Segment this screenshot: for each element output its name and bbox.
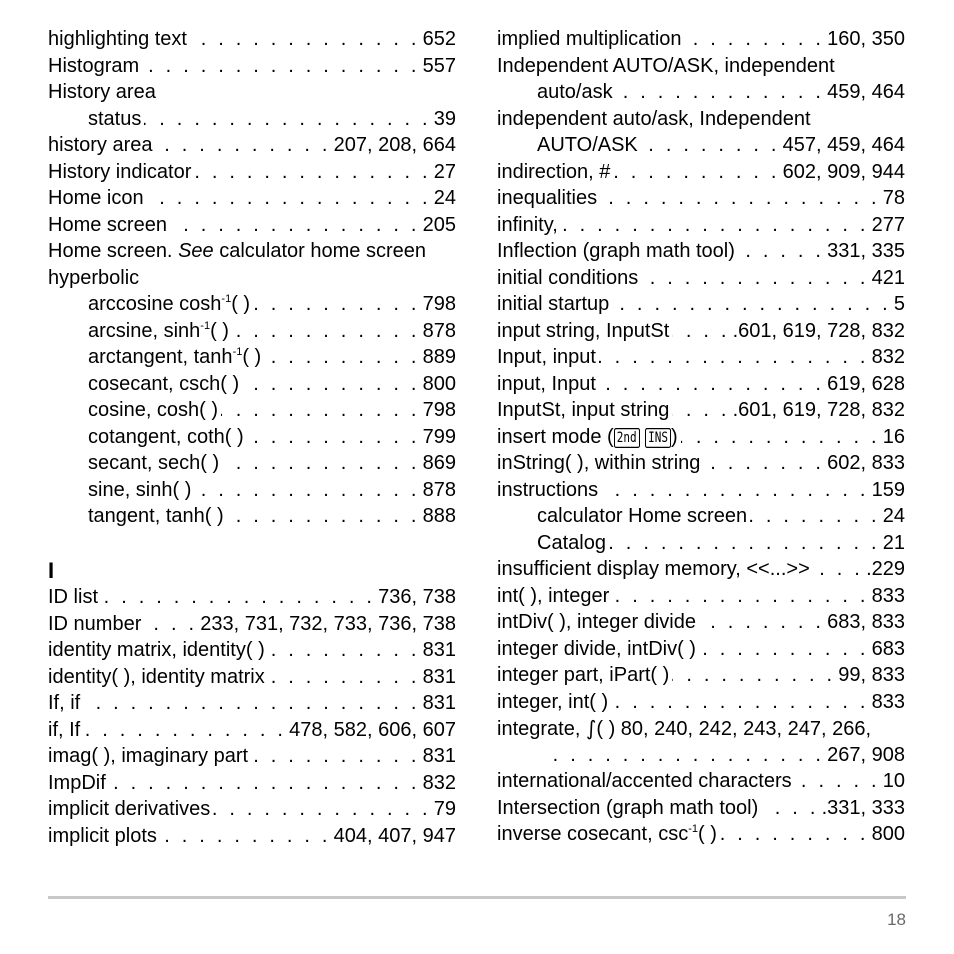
- page-refs: 889: [422, 346, 456, 368]
- page-refs: 159: [871, 478, 905, 501]
- index-term: infinity,: [497, 213, 558, 236]
- dot-leader: [720, 821, 869, 848]
- section-heading-i: I: [48, 558, 55, 583]
- dot-leader: [672, 397, 729, 424]
- superscript: -1: [232, 346, 243, 358]
- index-entry: [497, 106, 905, 133]
- dot-leader: [109, 770, 420, 797]
- index-term: inString( ), within string: [497, 452, 701, 474]
- index-term: secant, sech( ): [88, 452, 220, 474]
- index-term: imag( ), imaginary part: [48, 745, 249, 767]
- index-entry: [48, 397, 456, 424]
- page-refs: 21: [882, 531, 905, 554]
- dot-leader: [190, 26, 420, 53]
- dot-leader: [561, 212, 869, 239]
- dot-leader: [612, 583, 868, 610]
- index-entry: [48, 450, 456, 477]
- index-term: implicit derivatives: [48, 798, 211, 820]
- index-term: arccosine $\cosh^{-1}$( ): [88, 293, 251, 315]
- index-term: implied multiplication: [497, 28, 682, 50]
- dot-leader: [144, 106, 430, 133]
- page-refs: 799: [422, 425, 456, 448]
- index-term: cosecant, csch( ): [88, 372, 240, 395]
- page-refs: 79: [433, 798, 456, 820]
- index-entry: [497, 821, 905, 848]
- dot-leader: [251, 743, 420, 770]
- index-entry: [497, 795, 905, 822]
- index-term: input string, InputSt: [497, 319, 670, 342]
- page-refs: 24: [433, 187, 456, 209]
- page-refs: 888: [422, 505, 456, 527]
- dot-leader: [194, 477, 419, 504]
- index-entry: [497, 662, 905, 689]
- index-entry: [497, 503, 905, 530]
- index-entry: [48, 26, 456, 53]
- index-entry: [497, 185, 905, 212]
- page-refs: 798: [422, 399, 456, 421]
- index-entry: [497, 238, 905, 265]
- page-refs: 205: [422, 213, 456, 236]
- dot-leader: [703, 450, 824, 477]
- index-entry: [48, 424, 456, 451]
- page-refs: 557: [422, 54, 456, 77]
- index-term: inequalities: [497, 187, 598, 209]
- index-term: History area: [48, 81, 156, 103]
- index-entry: [497, 397, 905, 424]
- page-refs: 160, 350: [827, 28, 905, 50]
- page-refs: 457, 459, 464: [782, 134, 905, 156]
- dot-leader: [147, 185, 431, 212]
- index-term: Catalog: [537, 531, 606, 554]
- page-refs: 831: [422, 692, 456, 714]
- index-entry: [497, 212, 905, 239]
- page-refs: 833: [871, 584, 905, 607]
- index-term: Home screen: [48, 213, 167, 236]
- dot-leader: [738, 238, 824, 265]
- index-entry: [48, 106, 456, 133]
- index-entry: [48, 318, 456, 345]
- dot-leader: [616, 79, 825, 106]
- dot-leader: [222, 450, 419, 477]
- dot-leader: [609, 530, 880, 557]
- dot-leader: [601, 477, 868, 504]
- index-term: insufficient display memory, <<...>>: [497, 558, 810, 580]
- key-ins-icon: INS: [645, 428, 671, 448]
- dot-leader: [170, 212, 420, 239]
- index-entry: [48, 770, 456, 797]
- page-refs: 619, 628: [827, 372, 905, 395]
- page-refs: 267, 908: [827, 743, 905, 766]
- page-refs: .229: [866, 558, 905, 580]
- index-term: AUTO/ASK: [537, 134, 638, 156]
- index-entry: [497, 344, 905, 371]
- index-entry: [48, 185, 456, 212]
- index-term: instructions: [497, 478, 599, 501]
- left-index-column: [48, 26, 456, 849]
- page-refs: 602, 833: [827, 452, 905, 474]
- dot-leader: [264, 344, 419, 371]
- index-entry: [497, 477, 905, 504]
- index-entry: [497, 371, 905, 398]
- index-term: Input, input: [497, 346, 596, 368]
- index-entry: [497, 79, 905, 106]
- dot-leader: [641, 265, 868, 292]
- index-term: independent auto/ask, Independent: [497, 107, 811, 130]
- index-term: inverse cosecant, $\csc^{-1}$( ): [497, 823, 717, 845]
- dot-leader: [540, 742, 824, 769]
- section-gap: [48, 530, 456, 557]
- page-refs: 652: [422, 28, 456, 50]
- page-refs: 683, 833: [827, 611, 905, 633]
- dot-leader: [213, 796, 430, 823]
- index-term: History indicator: [48, 160, 192, 183]
- index-entry: [48, 159, 456, 186]
- index-term: hyperbolic: [48, 266, 140, 289]
- dot-leader: [750, 503, 880, 530]
- page-refs: .601, 619, 728, 832: [732, 399, 905, 421]
- page-refs: 878: [422, 478, 456, 501]
- page-number: 18: [887, 910, 906, 929]
- index-entry: [48, 823, 456, 850]
- index-term: cosine, cosh( ): [88, 399, 219, 421]
- page-refs: 833: [871, 690, 905, 713]
- index-term: cotangent, coth( ): [88, 425, 244, 448]
- dot-leader: [611, 689, 868, 716]
- dot-leader: [268, 664, 420, 691]
- index-term: arctangent, $\tanh^{-1}$( ): [88, 346, 262, 368]
- index-entry: [497, 715, 905, 742]
- index-entry: [497, 450, 905, 477]
- index-entry: [497, 530, 905, 557]
- page-refs: 459, 464: [827, 81, 905, 103]
- dot-leader: [599, 371, 824, 398]
- index-entry: [48, 132, 456, 159]
- index-entry: [48, 503, 456, 530]
- index-entry: [497, 742, 905, 769]
- index-term: auto/ask: [537, 81, 613, 103]
- index-term: arcsine, $\sinh^{-1}$( ): [88, 319, 229, 342]
- dot-leader: [795, 768, 880, 795]
- index-term: Home screen. See calculator home screen: [48, 240, 426, 262]
- index-entry: [497, 265, 905, 292]
- key-2nd-icon: 2nd: [614, 428, 640, 448]
- index-term: international/accented characters: [497, 770, 792, 792]
- dot-leader: [156, 132, 331, 159]
- index-term: integer, int( ): [497, 690, 609, 713]
- page-refs: .331, 333: [821, 796, 905, 819]
- index-term: tangent, tanh( ): [88, 505, 224, 527]
- dot-leader: [699, 636, 869, 663]
- dot-leader: [242, 371, 419, 398]
- page-refs: 207, 208, 664: [333, 134, 456, 156]
- index-entry: [48, 238, 456, 265]
- page-refs: 39: [433, 107, 456, 130]
- dot-leader: [194, 159, 430, 186]
- index-entry: [497, 318, 905, 345]
- page-refs: 331, 335: [827, 240, 905, 262]
- index-term: input, Input: [497, 372, 596, 395]
- index-term: initial conditions: [497, 266, 639, 289]
- page-refs: .601, 619, 728, 832: [732, 319, 905, 342]
- page-refs: 800: [871, 823, 905, 845]
- index-entry: [497, 609, 905, 636]
- right-index-column: [497, 26, 905, 848]
- page-refs: 233, 731, 732, 733, 736, 738: [200, 612, 456, 635]
- index-entry: [497, 291, 905, 318]
- page-refs: 831: [422, 745, 456, 767]
- dot-leader: [144, 611, 197, 638]
- index-entry: [48, 796, 456, 823]
- index-term: initial startup: [497, 293, 610, 315]
- dot-leader: [685, 26, 825, 53]
- index-term: Home icon: [48, 187, 144, 209]
- index-term: highlighting text: [48, 28, 187, 50]
- page-refs: 832: [422, 771, 456, 794]
- dot-leader: [699, 609, 824, 636]
- index-term: implicit plots: [48, 824, 157, 847]
- dot-leader: [253, 291, 420, 318]
- dot-leader: [247, 424, 420, 451]
- dot-leader: [232, 318, 420, 345]
- index-term: Histogram: [48, 54, 140, 77]
- index-term: identity( ), identity matrix: [48, 665, 265, 688]
- index-entry: [48, 584, 456, 611]
- h-entries: [48, 26, 456, 530]
- page-refs: 24: [882, 505, 905, 527]
- index-term: intDiv( ), integer divide: [497, 611, 696, 633]
- dot-leader: [101, 584, 375, 611]
- index-entry: [48, 371, 456, 398]
- index-term: sine, sinh( ): [88, 478, 192, 501]
- page-refs: 831: [422, 639, 456, 661]
- index-term: Independent AUTO/ASK, independent: [497, 54, 835, 77]
- index-entry: [497, 26, 905, 53]
- index-entry: [48, 344, 456, 371]
- integral-symbol: ∫: [585, 716, 597, 740]
- index-entry: [48, 212, 456, 239]
- dot-leader: [761, 795, 818, 822]
- index-entry: [48, 611, 456, 638]
- i-entries-left: [48, 584, 456, 849]
- index-entry: [48, 265, 456, 292]
- page-refs: 832: [871, 346, 905, 368]
- index-entry: [497, 424, 905, 451]
- footer-rule: [48, 896, 906, 899]
- page-refs: 878: [422, 319, 456, 342]
- page-refs: 602, 909, 944: [782, 160, 905, 183]
- dot-leader: [160, 823, 331, 850]
- dot-leader: [268, 637, 420, 664]
- dot-leader: [83, 690, 419, 717]
- index-entry: [48, 690, 456, 717]
- index-entry: [497, 583, 905, 610]
- page-refs: 404, 407, 947: [333, 824, 456, 847]
- index-term: InputSt, input string: [497, 399, 670, 421]
- dot-leader: [599, 344, 869, 371]
- dot-leader: [813, 556, 863, 583]
- dot-leader: [641, 132, 780, 159]
- index-entry: [497, 636, 905, 663]
- index-term: Inflection (graph math tool): [497, 240, 735, 262]
- index-term: identity matrix, identity( ): [48, 639, 265, 661]
- page-refs: 99, 833: [838, 664, 905, 686]
- index-entry: [48, 717, 456, 744]
- index-term: indirection, #: [497, 160, 611, 183]
- index-term: If, if: [48, 692, 81, 714]
- index-term: ID number: [48, 612, 142, 635]
- index-entry: [497, 556, 905, 583]
- index-term: ID list: [48, 586, 98, 608]
- index-term: integrate, ∫( ) 80, 240, 242, 243, 247, 266,: [497, 716, 872, 740]
- index-entry: [48, 79, 456, 106]
- page-refs: 800: [422, 372, 456, 395]
- index-entry: [497, 159, 905, 186]
- dot-leader: [600, 185, 880, 212]
- index-entry: [48, 477, 456, 504]
- index-entry: [48, 637, 456, 664]
- dot-leader: [142, 53, 419, 80]
- index-entry: [497, 768, 905, 795]
- dot-leader: [612, 291, 891, 318]
- index-entry: [48, 743, 456, 770]
- index-term: history area: [48, 134, 153, 156]
- index-term: integer divide, intDiv( ): [497, 637, 696, 660]
- page-refs: 869: [422, 452, 456, 474]
- index-term: if, If: [48, 718, 81, 741]
- dot-leader: [221, 397, 420, 424]
- index-term: ImpDif: [48, 771, 106, 794]
- superscript: -1: [200, 319, 211, 332]
- index-term: integer part, iPart( ): [497, 664, 670, 686]
- page-refs: 27: [433, 160, 456, 183]
- page-refs: 277: [871, 213, 905, 236]
- dot-leader: [681, 424, 880, 451]
- index-entry: [48, 664, 456, 691]
- page-refs: 10: [882, 770, 905, 792]
- superscript: -1: [688, 823, 698, 835]
- see-label: See: [178, 240, 214, 262]
- dot-leader: [672, 318, 729, 345]
- page-refs: 421: [871, 266, 905, 289]
- page-refs: 5: [893, 293, 905, 315]
- index-entry: [497, 689, 905, 716]
- superscript: -1: [221, 293, 232, 305]
- dot-leader: [613, 159, 779, 186]
- index-entry: [48, 53, 456, 80]
- page-refs: 78: [882, 187, 905, 209]
- page-refs: 831: [422, 665, 456, 688]
- index-entry: [497, 132, 905, 159]
- index-term: status: [88, 107, 142, 130]
- index-entry: [48, 291, 456, 318]
- index-entry: [497, 53, 905, 80]
- index-term: int( ), integer: [497, 584, 610, 607]
- dot-leader: [83, 717, 286, 744]
- page-refs: 736, 738: [378, 586, 456, 608]
- page-refs: 16: [882, 425, 905, 448]
- dot-leader: [227, 503, 420, 530]
- index-term: calculator Home screen: [537, 505, 748, 527]
- page-refs: 478, 582, 606, 607: [289, 718, 456, 741]
- index-term: Intersection (graph math tool): [497, 796, 759, 819]
- page-refs: 798: [422, 293, 456, 315]
- dot-leader: [672, 662, 835, 689]
- page-refs: 683: [871, 637, 905, 660]
- index-term: insert mode ( 2nd INS ): [497, 425, 678, 448]
